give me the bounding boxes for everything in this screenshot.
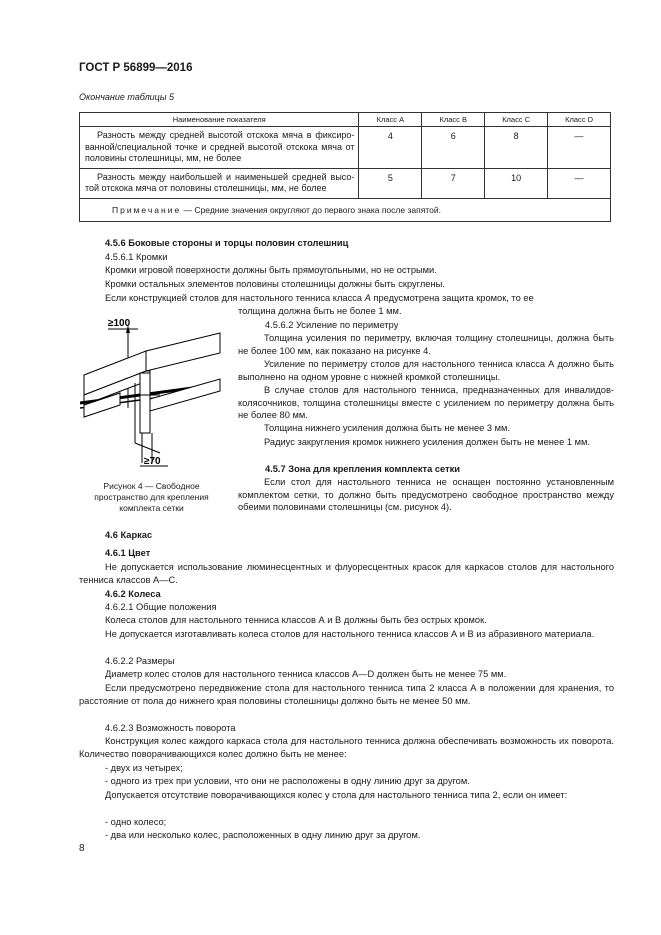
table-note-row: [80, 198, 611, 221]
paragraph: Если предусмотрено передвижение стола для настольного тенниса типа 2 класса А в положении для хранения, то расстояние от пола до нижнего края половины столешницы должно быть не менее 50 мм.: [79, 683, 614, 706]
paragraph: Радиус закругления кромок нижнего усиления должен быть не менее 1 мм.: [264, 437, 590, 447]
subsection-4-5-6-1: 4.5.6.1 Кромки: [105, 252, 168, 262]
table-caption: Окончание таблицы 5: [79, 92, 174, 102]
column-header: Класс В: [422, 113, 485, 127]
subsection-4-6-2-2: 4.6.2.2 Размеры: [105, 656, 175, 666]
column-header: Наименование показателя: [80, 113, 359, 127]
table-header-row: [80, 113, 611, 127]
row-name: Разность между средней высотой отскока мяча в фиксиро-ванной/специальной точке и средней высотой отскока мяча от половины столешницы, мм, не более: [80, 127, 359, 169]
paragraph: В случае столов для настольного тенниса, предназначенных для инвалидов-колясочников, толщина столешницы вместе с усилением по периметру должна быть не более 80 мм.: [238, 385, 614, 420]
cell-class-c: 10: [485, 168, 548, 198]
subsection-4-6-2-1: 4.6.2.1 Общие положения: [105, 602, 217, 612]
page-number: 8: [79, 843, 85, 854]
cell-class-c: 8: [485, 127, 548, 169]
dimension-label-top: ≥100: [108, 318, 131, 329]
list-item: - одного из трех при условии, что они не расположены в одну линию друг за другом.: [105, 776, 470, 786]
paragraph: Не допускается изготавливать колеса столов для настольного тенниса классов А и В из абразивного материала.: [105, 629, 595, 639]
text-run-italic: А: [364, 293, 371, 303]
paragraph: Если стол для настольного тенниса не оснащен постоянно установленным комплектом сетки, то должно быть предусмотрено свободное пространство между обеими половинами столешницы (см. рисунок 4).: [238, 477, 614, 512]
table-5: [79, 112, 611, 222]
paragraph: Кромки остальных элементов половины столешницы должны быть скруглены.: [105, 279, 445, 289]
paragraph: Конструкция колес каждого каркаса стола для настольного тенниса должна обеспечивать возможность их поворота. Количество поворачивающихся колес должно быть не менее:: [79, 736, 614, 759]
section-4-6-title: 4.6 Каркас: [105, 530, 153, 540]
section-4-6-1-title: 4.6.1 Цвет: [105, 548, 151, 558]
paragraph: Усиление по периметру столов для настольного тенниса класса А должно быть выполнено на одном уровне с нижней кромкой столешницы.: [238, 359, 614, 382]
paragraph: Диаметр колес столов для настольного тенниса классов А—D должен быть не менее 75 мм.: [105, 669, 507, 679]
section-4-6-2-title: 4.6.2 Колеса: [105, 589, 161, 599]
note-label: Примечание: [112, 204, 182, 215]
table-row: [80, 127, 611, 169]
support-post: [140, 373, 150, 433]
table-row: [80, 168, 611, 198]
dimension-line: [135, 443, 160, 453]
column-header: Класс С: [485, 113, 548, 127]
list-item: - одно колесо;: [105, 817, 167, 827]
note-text: — Средние значения округляют до первого знака после запятой.: [181, 204, 441, 215]
cell-class-b: 7: [422, 168, 485, 198]
list-item: - два или несколько колес, расположенных в одну линию друг за другом.: [105, 830, 421, 840]
document-header: ГОСТ Р 56899—2016: [79, 62, 193, 74]
column-header: Класс D: [548, 113, 611, 127]
text-run: предусмотрена защита кромок, то ее: [370, 293, 534, 303]
list-item: - двух из четырех;: [105, 763, 183, 773]
dimension-label-bottom: ≥70: [144, 456, 161, 467]
subsection-4-6-2-3: 4.6.2.3 Возможность поворота: [105, 723, 236, 733]
paragraph: Колеса столов для настольного тенниса классов А и В должны быть без острых кромок.: [105, 615, 487, 625]
table-note: [80, 198, 611, 221]
text-run: Если конструкцией столов для настольного тенниса класса: [105, 293, 365, 303]
lower-panel: [150, 379, 220, 411]
column-header: Класс А: [359, 113, 422, 127]
paragraph: Допускается отсутствие поворачивающихся колес у стола для настольного тенниса типа 2, если он имеет:: [105, 790, 568, 800]
cell-class-d: —: [548, 168, 611, 198]
section-4-5-7-title: 4.5.7 Зона для крепления комплекта сетки: [265, 464, 460, 474]
paragraph-continuation: толщина должна быть не более 1 мм.: [238, 306, 402, 316]
paragraph: Кромки игровой поверхности должны быть прямоугольными, но не острыми.: [105, 265, 437, 275]
cell-class-b: 6: [422, 127, 485, 169]
paragraph: Не допускается использование люминесцентных и флуоресцентных красок для каркасов столов для настольного тенниса классов А—С.: [79, 562, 614, 585]
paragraph: [105, 292, 613, 305]
row-name: Разность между наибольшей и наименьшей средней высо-той отскока мяча от половины столешницы, мм, не более: [80, 168, 359, 198]
paragraph: Толщина усиления по периметру, включая толщину столешницы, должна быть не более 100 мм, как показано на рисунке 4.: [238, 333, 614, 356]
cell-class-a: 5: [359, 168, 422, 198]
figure-caption: Рисунок 4 — Свободное пространство для крепления комплекта сетки: [94, 481, 209, 513]
paragraph: Толщина нижнего усиления должна быть не менее 3 мм.: [264, 423, 511, 433]
section-4-5-6-title: 4.5.6 Боковые стороны и торцы половин столешниц: [105, 238, 349, 248]
tabletop-right-outline: [146, 333, 220, 371]
cell-class-a: 4: [359, 127, 422, 169]
figure-4-diagram: [80, 313, 230, 473]
cell-class-d: —: [548, 127, 611, 169]
subsection-4-5-6-2: 4.5.6.2 Усиление по периметру: [265, 320, 399, 330]
